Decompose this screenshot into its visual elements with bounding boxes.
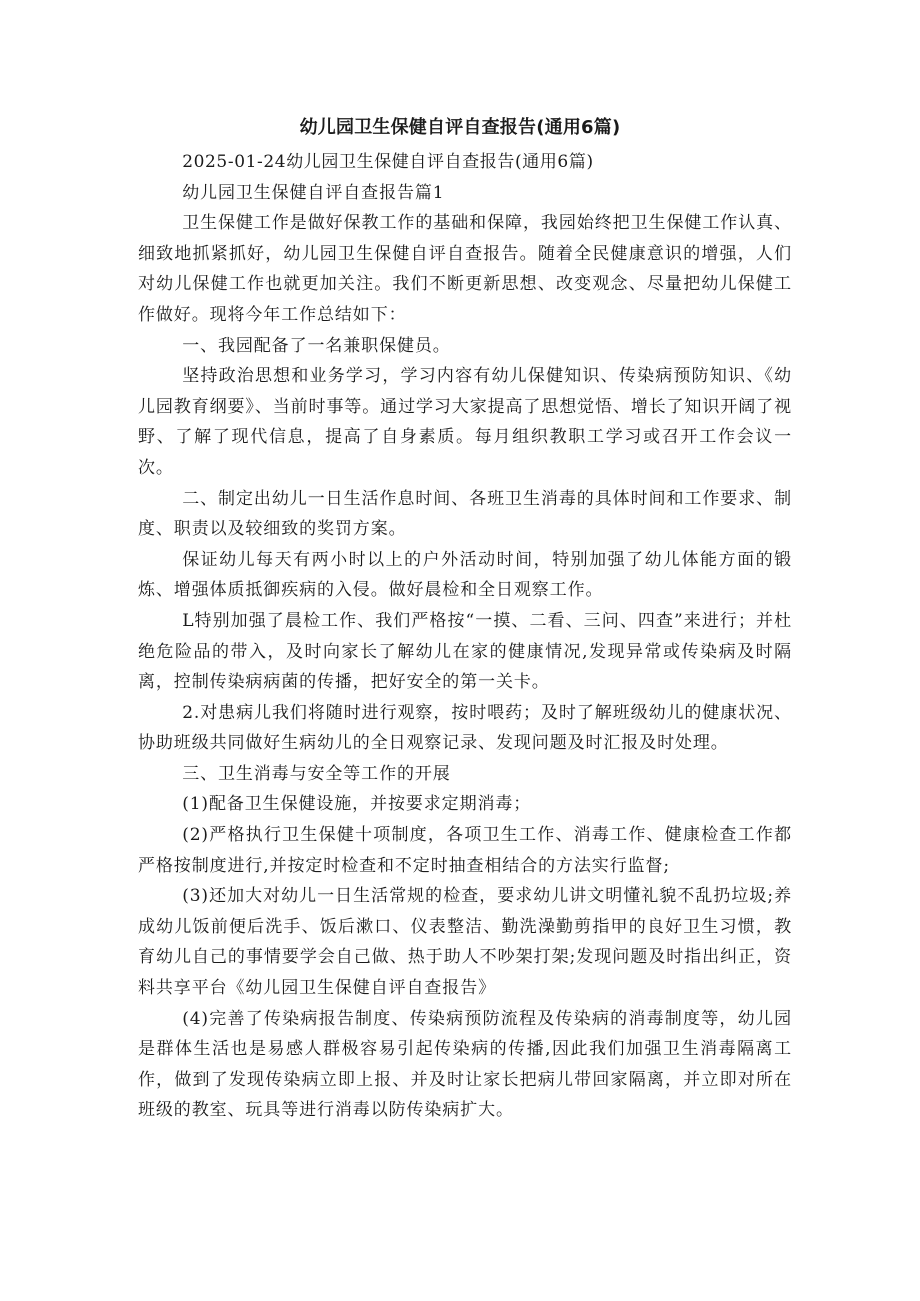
list-item: (4)完善了传染病报告制度、传染病预防流程及传染病的消毒制度等，幼儿园是群体生活也是易感人群极容易引起传染病的传播,因此我们加强卫生消毒隔离工作，做到了发现传染病立即上报、并及时让家长把病儿带回家隔离，并立即对所在班级的教室、玩具等进行消毒以防传染病扩大。 <box>138 1008 792 1121</box>
section-heading: 一、我园配备了一名兼职保健员。 <box>182 335 451 356</box>
section-heading: 二、制定出幼儿一日生活作息时间、各班卫生消毒的具体时间和工作要求、制度、职责以及较细致的奖罚方案。 <box>138 488 792 540</box>
paragraph: 坚持政治思想和业务学习，学习内容有幼儿保健知识、传染病预防知识、《幼儿园教育纲要》、当前时事等。通过学习大家提高了思想觉悟、增长了知识开阔了视野、了解了现代信息，提高了自身素质。每月组织教职工学习或召开工作会议一次。 <box>138 366 792 478</box>
paragraph: 保证幼儿每天有两小时以上的户外活动时间，特别加强了幼儿体能方面的锻炼、增强体质抵御疾病的入侵。做好晨检和全日观察工作。 <box>138 549 792 601</box>
section-heading: 三、卫生消毒与安全等工作的开展 <box>182 763 451 784</box>
section-heading: 幼儿园卫生保健自评自查报告篇1 <box>182 182 445 203</box>
list-item: (2)严格执行卫生保健十项制度，各项卫生工作、消毒工作、健康检查工作都严格按制度进行,并按定时检查和不定时抽查相结合的方法实行监督; <box>138 825 792 876</box>
paragraph: 2.对患病儿我们将随时进行观察，按时喂药；及时了解班级幼儿的健康状况、协助班级共同做好生病幼儿的全日观察记录、发现问题及时汇报及时处理。 <box>138 702 792 754</box>
paragraph: L特别加强了晨检工作、我们严格按“一摸、二看、三问、四查”来进行；并杜绝危险品的带入，及时向家长了解幼儿在家的健康情况,发现异常或传染病及时隔离，控制传染病病菌的传播，把好安全的第一关卡。 <box>138 610 792 693</box>
publish-date-line: 2025-01-24幼儿园卫生保健自评自查报告(通用6篇) <box>182 152 594 172</box>
document-body <box>138 147 792 1126</box>
document-title: 幼儿园卫生保健自评自查报告(通用6篇) <box>299 117 621 138</box>
list-item: (1)配备卫生保健设施，并按要求定期消毒； <box>182 794 532 815</box>
list-item: (3)还加大对幼儿一日生活常规的检查，要求幼儿讲文明懂礼貌不乱扔垃圾;养成幼儿饭前便后洗手、饭后漱口、仪表整洁、勤洗澡勤剪指甲的良好卫生习惯，教育幼儿自己的事情要学会自己做、热于助人不吵架打架;发现问题及时指出纠正，资料共享平台《幼儿园卫生保健自评自查报告》 <box>138 886 792 999</box>
paragraph: 卫生保健工作是做好保教工作的基础和保障，我园始终把卫生保健工作认真、细致地抓紧抓好，幼儿园卫生保健自评自查报告。随着全民健康意识的增强，人们对幼儿保健工作也就更加关注。我们不断更新思想、改变观念、尽量把幼儿保健工作做好。现将今年工作总结如下： <box>138 213 792 325</box>
